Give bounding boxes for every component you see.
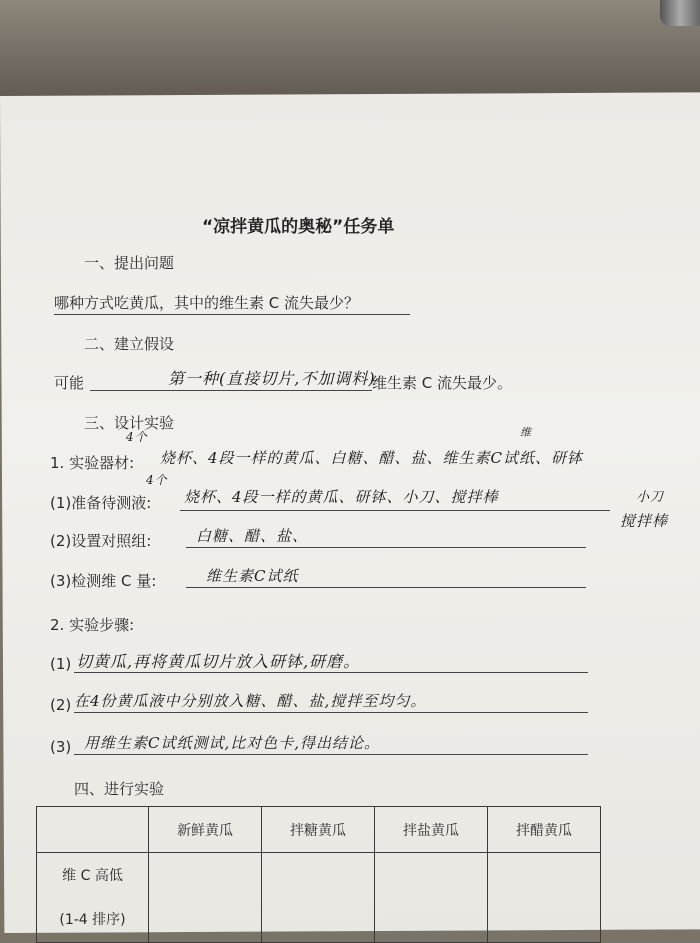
hypothesis-underline [90,390,372,391]
detect-underline [186,587,586,588]
hypothesis-answer[interactable]: 第一种(直接切片,不加调料) [168,369,376,388]
detect-label: (3)检测维 C 量: [50,572,157,590]
materials-label: 1. 实验器材: [50,454,135,472]
prep-underline [180,510,610,511]
prep-margin-note-1: 小刀 [636,490,665,505]
column-vinegar-cucumber: 拌醋黄瓜 [488,807,601,853]
materials-annotation-2: 维 [520,426,532,439]
cell-salt[interactable] [375,853,488,943]
steps-label: 2. 实验步骤: [50,616,135,634]
section2-heading: 二、建立假设 [84,335,175,353]
binder-clip [660,0,700,26]
question-text: 哪种方式吃黄瓜，其中的维生素 C 流失最少？ [54,294,360,312]
detect-answer[interactable]: 维生素C试纸 [206,567,299,585]
column-sugar-cucumber: 拌糖黄瓜 [262,807,375,853]
hypothesis-prefix: 可能 [54,374,85,392]
cell-vinegar[interactable] [488,853,601,943]
row-label-vitamin-c [37,853,149,943]
step-2-number: (2) [50,696,72,714]
materials-annotation: 4个 [126,430,148,444]
step-1-number: (1) [50,655,72,673]
control-underline [186,547,586,548]
prep-annotation: 4个 [146,473,168,487]
row-label-line-2: (1-4 排序) [59,911,126,928]
table-row [37,853,601,943]
step-1-text[interactable]: 切黄瓜,再将黄瓜切片放入研钵,研磨。 [76,652,361,671]
control-label: (2)设置对照组: [50,532,152,550]
section1-heading: 一、提出问题 [84,254,175,272]
step-3-text[interactable]: 用维生素C试纸测试,比对色卡,得出结论。 [84,734,381,752]
worksheet-title: “凉拌黄瓜的奥秘”任务单 [202,217,395,237]
step-2-underline [74,712,588,713]
column-salt-cucumber: 拌盐黄瓜 [375,807,488,853]
table-header-row [37,807,601,853]
materials-answer[interactable]: 烧杯、4段一样的黄瓜、白糖、醋、盐、维生素C试纸、研钵 [160,449,584,467]
results-table [36,806,601,943]
column-fresh-cucumber: 新鲜黄瓜 [149,807,262,853]
step-1-underline [74,672,588,673]
section4-heading: 四、进行实验 [74,780,165,798]
hypothesis-suffix: 维生素 C 流失最少。 [372,374,513,392]
control-answer[interactable]: 白糖、醋、盐、 [196,527,309,545]
cell-sugar[interactable] [262,853,375,943]
prep-answer[interactable]: 烧杯、4段一样的黄瓜、研钵、小刀、搅拌棒 [184,488,499,506]
question-underline [54,314,410,315]
step-3-underline [74,754,588,755]
step-2-text[interactable]: 在4份黄瓜液中分别放入糖、醋、盐,搅拌至均匀。 [74,692,427,710]
section3-heading: 三、设计实验 [84,414,175,432]
prep-margin-note-2: 搅拌棒 [620,512,669,530]
table-corner-cell [37,807,149,853]
cell-fresh[interactable] [149,853,262,943]
step-3-number: (3) [50,738,72,756]
row-label-line-1: 维 C 高低 [62,867,123,884]
prep-label: (1)准备待测液: [50,494,152,512]
